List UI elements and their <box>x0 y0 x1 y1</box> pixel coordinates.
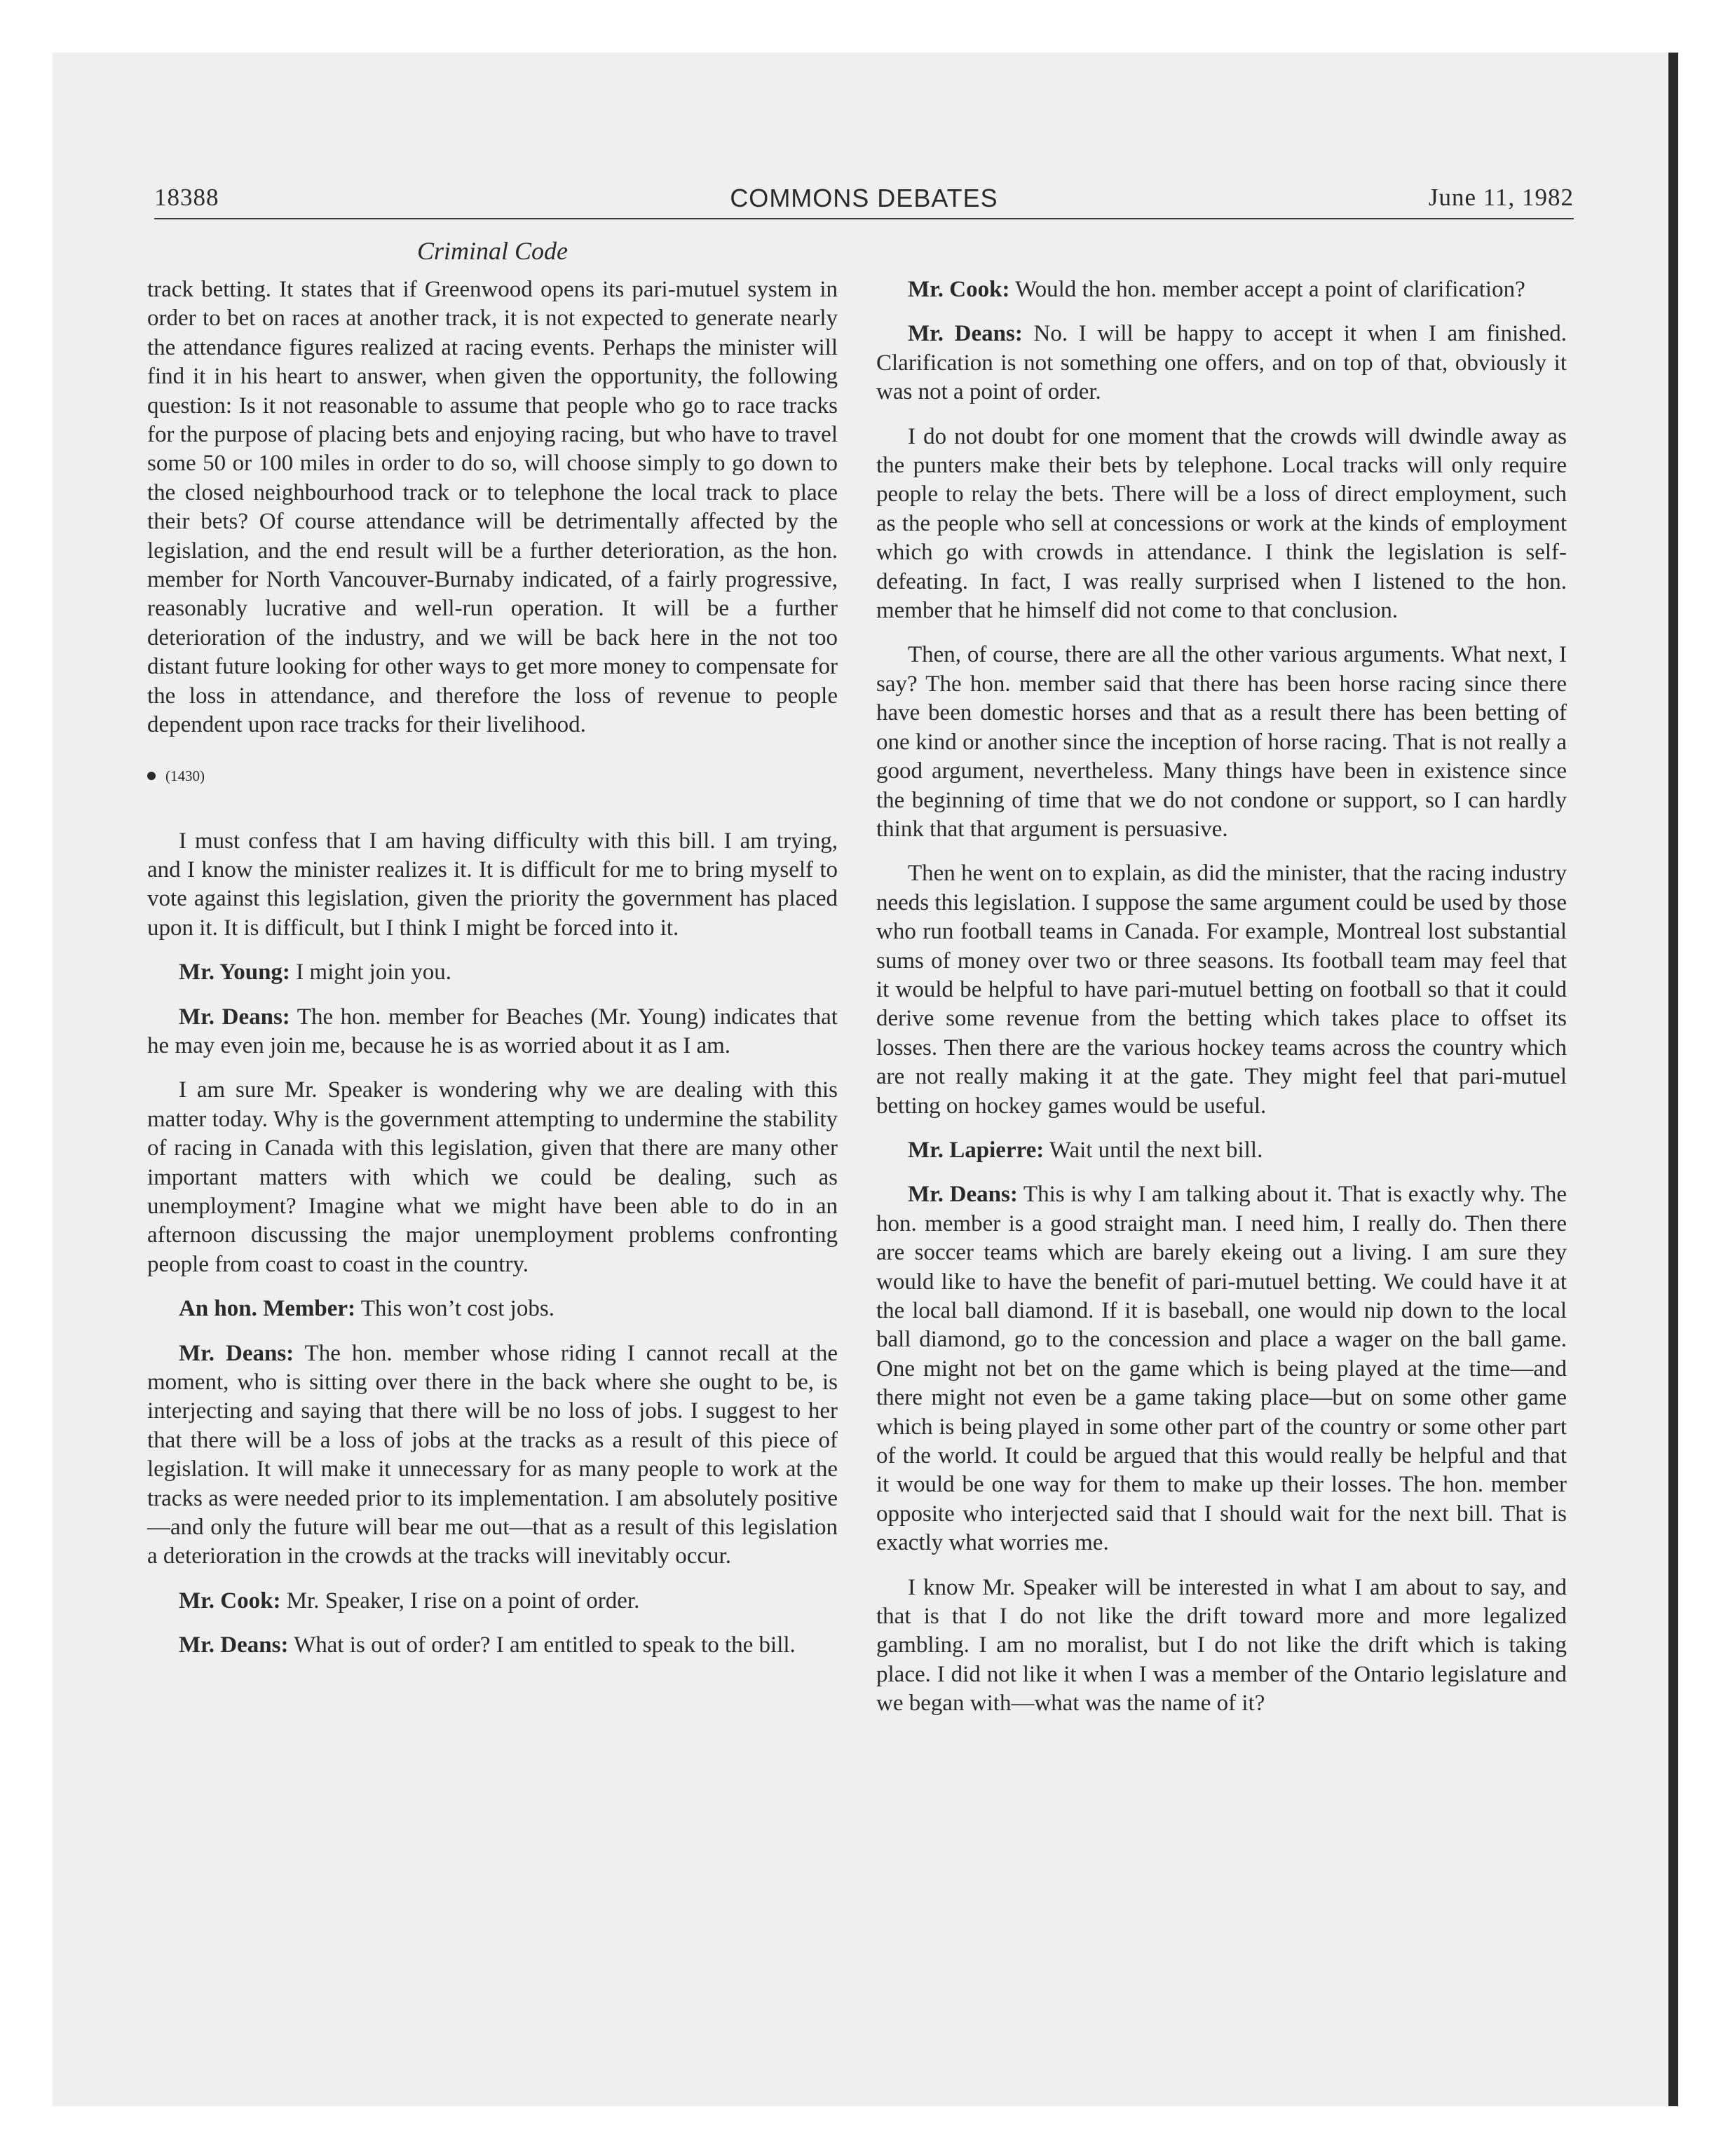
speech <box>876 320 1567 407</box>
speaker-name: An hon. Member: <box>179 1296 356 1322</box>
speech-text: No. I will be happy to accept it when I am finished. Clarification is not something one offers, and on top of that, obviously it was not a point of order. <box>876 321 1567 405</box>
paragraph: Then he went on to explain, as did the minister, that the racing industry needs this legislation. I suppose the same argument could be used by those who run football teams in Canada. For example, Montreal lost substantial sums of money over two or three seasons. Its football team may feel that it would be helpful to have pari-mutuel betting on football so that it could derive some revenue from the betting which takes place to offset its losses. Then there are the various hockey teams across the country which are not really making it at the gate. They might feel that pari-mutuel betting on hockey games would be useful. <box>876 861 1567 1119</box>
page-header <box>154 184 1574 219</box>
speaker-name: Mr. Deans: <box>908 321 1023 347</box>
speech <box>147 1339 838 1571</box>
speech <box>147 1295 838 1323</box>
speech <box>147 958 838 987</box>
speech <box>147 1003 838 1061</box>
speech-text: Would the hon. member accept a point of clarification? <box>1009 277 1525 302</box>
speaker-name: Mr. Lapierre: <box>908 1137 1045 1163</box>
speech <box>876 1180 1567 1557</box>
speech-text: The hon. member whose riding I cannot recall at the moment, who is sitting over there in the back where she ought to be, is interjecting and saying that there will be no loss of jobs. I suggest to her that there will be a loss of jobs at the tracks as a result of this piece of legislation. It will make it unnecessary for as many people to work at the tracks as were needed prior to its implementation. I am absolutely positive—and only the future will bear me out—that as a result of this legislation a deterioration in the crowds at the tracks will inevitably occur. <box>147 1340 838 1569</box>
speech-text: What is out of order? I am entitled to speak to the bill. <box>288 1632 796 1658</box>
speaker-name: Mr. Deans: <box>908 1182 1018 1208</box>
speech <box>876 1136 1567 1165</box>
running-head: Criminal Code <box>416 237 568 265</box>
timestamp-text: (1430) <box>165 767 205 784</box>
page-date: June 11, 1982 <box>1428 184 1574 211</box>
paragraph: I do not doubt for one moment that the crowds will dwindle away as the punters make their bets by telephone. Local tracks will only require people to relay the bets. There will be a loss of direct employment, such as the people who sell at concessions or work at the kinds of employment which go with crowds in attendance. I think the legislation is self-defeating. In fact, I was really surprised when I listened to the hon. member that he himself did not come to that conclusion. <box>876 423 1567 624</box>
speech-text: This is why I am talking about it. That is exactly why. The hon. member is a good straight man. I need him, I really do. Then there are soccer teams which are barely ekeing out a living. I am sure they would like to have the benefit of pari-mutuel betting. We could have it at the local ball diamond. If it is baseball, one would nip down to the local ball diamond, go to the concession and place a wager on the ball game. One might not bet on the game which is being played at the time—and there might not even be a game taking place—but on some other game which is being played in some other part of the country or some other part of the world. It could be argued that this would really be helpful and that it would be one way for them to make up their losses. The hon. member opposite who interjected said that I should wait for the next bill. That is exactly what worries me. <box>876 1182 1567 1556</box>
speaker-name: Mr. Young: <box>179 960 290 985</box>
paragraph: Then, of course, there are all the other various arguments. What next, I say? The hon. member said that there has been horse racing since there have been domestic horses and that as a result there has been betting of one kind or another since the inception of horse racing. That is not really a good argument, nevertheless. Many things have been in existence since the beginning of time that we do not condone or support, so I can hardly think that that argument is persuasive. <box>876 642 1567 842</box>
journal-title: COMMONS DEBATES <box>730 184 998 212</box>
paragraph: I must confess that I am having difficulty with this bill. I am trying, and I know the minister realizes it. It is difficult for me to bring myself to vote against this legislation, given the priority the government has placed upon it. It is difficult, but I think I might be forced into it. <box>147 828 838 941</box>
paragraph: I am sure Mr. Speaker is wondering why we are dealing with this matter today. Why is the government attempting to undermine the stability of racing in Canada with this legislation, given that there are many other important matters with which we could be dealing, such as unemployment? Imagine what we might have been able to do in an afternoon discussing the major unemployment problems confronting people from coast to coast in the country. <box>147 1077 838 1277</box>
speech-text: I might join you. <box>290 960 452 985</box>
speech <box>876 275 1567 304</box>
paragraph: I know Mr. Speaker will be interested in what I am about to say, and that is that I do not like the drift toward more and more legalized gambling. I am no moralist, but I do not like the drift which is taking place. I did not like it when I was a member of the Ontario legislature and we began with—what was the name of it? <box>876 1574 1567 1717</box>
speech-text: This won’t cost jobs. <box>355 1296 554 1322</box>
speech <box>147 1587 838 1616</box>
header-rule <box>154 218 1574 219</box>
right-column <box>876 275 1567 1734</box>
speaker-name: Mr. Deans: <box>179 1632 289 1658</box>
page-edge-shadow <box>1668 53 1678 2106</box>
speech <box>147 1631 838 1660</box>
speech-text: The hon. member for Beaches (Mr. Young) indicates that he may even join me, because he is as worried about it as I am. <box>147 1004 838 1058</box>
speaker-name: Mr. Deans: <box>179 1340 294 1366</box>
page-number: 18388 <box>154 184 219 211</box>
speaker-name: Mr. Cook: <box>179 1588 281 1613</box>
paragraph: track betting. It states that if Greenwood opens its pari-mutuel system in order to bet on races at another track, it is not expected to generate nearly the attendance figures realized at racing events. Perhaps the minister will find it in his heart to answer, when given the opportunity, the following question: Is it not reasonable to assume that people who go to race tracks for the purpose of placing bets and enjoying racing, but who have to travel some 50 or 100 miles in order to do so, will choose simply to go down to the closed neighbourhood track or to telephone the local track to place their bets? Of course attendance will be detrimentally affected by the legislation, and the end result will be a further deterioration, as the hon. member for North Vancouver-Burnaby indicated, of a fairly progressive, reasonably lucrative and well-run operation. It will be a further deterioration of the industry, and we will be back here in the not too distant future looking for other ways to get more money to compensate for the loss in attendance, and therefore the loss of revenue to people dependent upon race tracks for their livelihood. <box>147 277 838 738</box>
speech-text: Wait until the next bill. <box>1044 1137 1263 1163</box>
left-column <box>147 275 838 1676</box>
speech-text: Mr. Speaker, I rise on a point of order. <box>280 1588 640 1613</box>
timestamp-marker <box>147 765 838 786</box>
bullet-icon <box>147 772 156 780</box>
speaker-name: Mr. Deans: <box>179 1004 290 1030</box>
speaker-name: Mr. Cook: <box>908 277 1010 302</box>
